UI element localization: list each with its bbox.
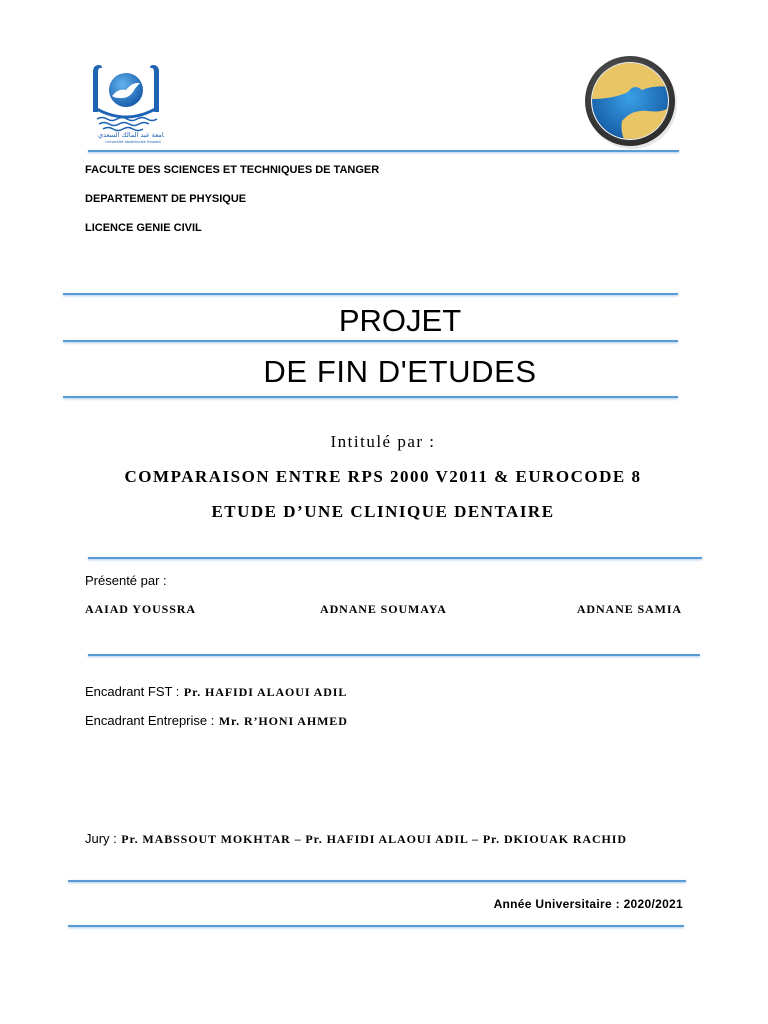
divider <box>63 340 678 342</box>
academic-year-value: 2020/2021 <box>623 897 683 911</box>
university-logo <box>88 62 164 151</box>
divider <box>88 557 702 559</box>
university-logo-arabic-lettering: جامعة عبد المالك السعدي <box>98 131 164 139</box>
jury-line <box>85 832 627 846</box>
divider <box>68 925 684 927</box>
fst-supervisor-name: Pr. HAFIDI ALAOUI ADIL <box>183 685 348 699</box>
department-name: DEPARTEMENT DE PHYSIQUE <box>85 193 247 205</box>
title-line-1: PROJET <box>338 303 462 338</box>
university-logo-graphic <box>88 62 164 146</box>
faculty-logo-graphic <box>582 53 678 149</box>
student-name: ADNANE SAMIA <box>576 602 682 616</box>
fst-supervisor-label: Encadrant FST : <box>85 684 180 699</box>
university-logo-french-lettering: Université Abdelmalek Essaâdi <box>105 140 161 144</box>
faculty-logo <box>582 53 678 154</box>
faculty-name: FACULTE DES SCIENCES ET TECHNIQUES DE TANGER <box>85 164 380 176</box>
subject-line-2: ETUDE D’UNE CLINIQUE DENTAIRE <box>211 502 555 521</box>
title-line-2: DE FIN D'ETUDES <box>263 354 537 389</box>
divider <box>88 150 679 152</box>
company-supervisor-line <box>85 714 348 728</box>
program-name: LICENCE GENIE CIVIL <box>85 222 202 234</box>
presented-by-label: Présenté par : <box>85 573 167 588</box>
divider <box>88 654 700 656</box>
fst-supervisor-line <box>85 685 347 699</box>
student-name: AAIAD YOUSSRA <box>85 602 196 616</box>
jury-members: Pr. MABSSOUT MOKHTAR – Pr. HAFIDI ALAOUI ADIL – Pr. DKIOUAK RACHID <box>121 832 627 846</box>
divider <box>63 396 678 398</box>
divider <box>68 880 686 882</box>
company-supervisor-name: Mr. R’HONI AHMED <box>218 714 348 728</box>
divider <box>63 293 678 295</box>
jury-label: Jury : <box>85 831 117 846</box>
academic-year-label: Année Universitaire : <box>493 897 620 911</box>
company-supervisor-label: Encadrant Entreprise : <box>85 713 215 728</box>
student-name: ADNANE SOUMAYA <box>320 602 447 616</box>
subject-intro: Intitulé par : <box>330 432 436 451</box>
academic-year <box>494 898 683 910</box>
subject-line-1: COMPARAISON ENTRE RPS 2000 V2011 & EUROCODE 8 <box>124 467 642 486</box>
